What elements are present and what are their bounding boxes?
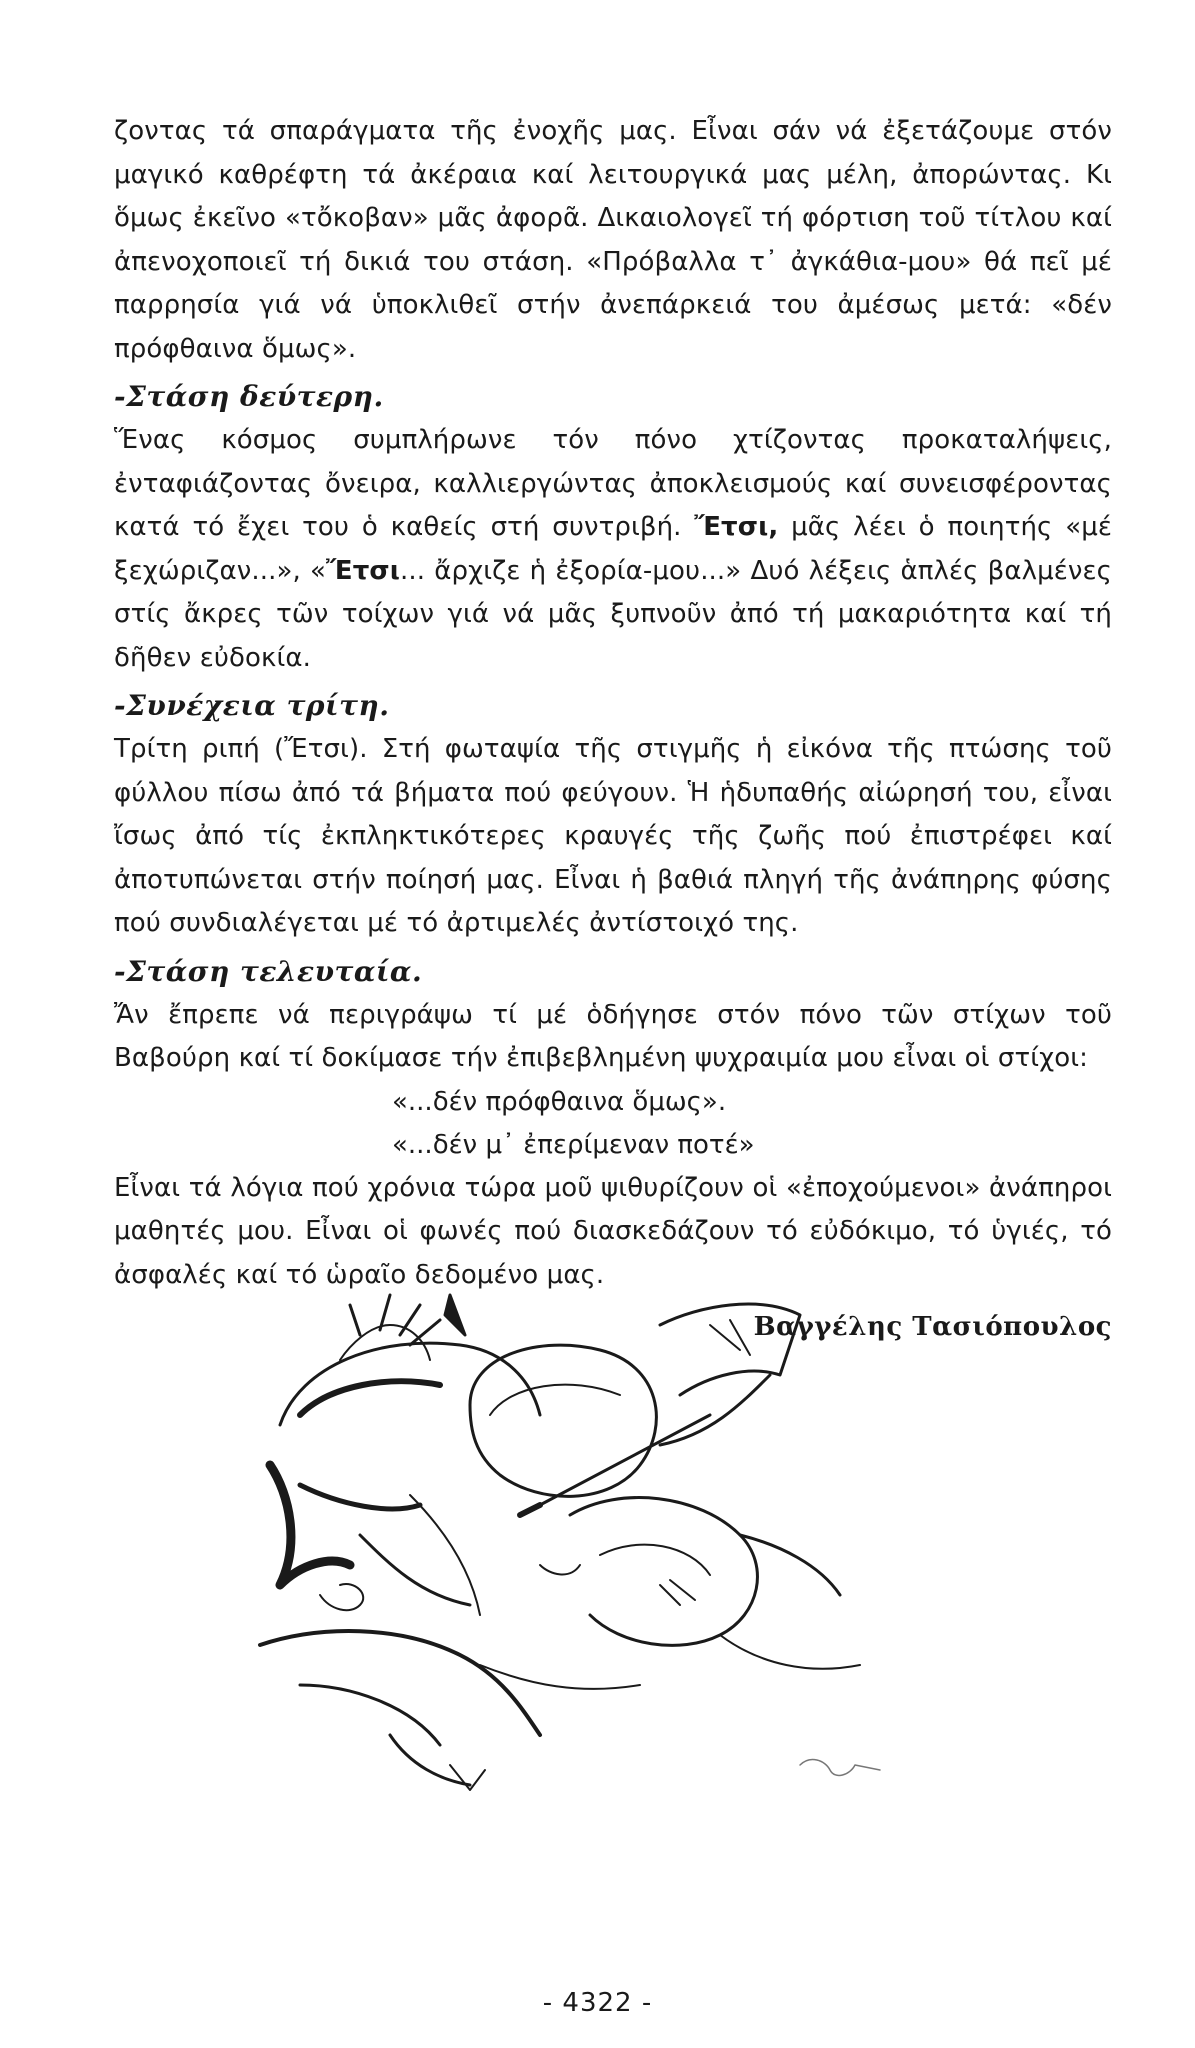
paragraph-1: ζοντας τά σπαράγματα τῆς ἐνοχῆς μας. Εἶναι σάν νά ἐξετάζουμε στόν μαγικό καθρέφτη τά ἀκέραια καί λειτουργικά μας μέλη, ἀπορώντας. Κι ὅμως ἐκεῖνο «τὄκοβαν» μᾶς ἀφορᾶ. Δικαιολογεῖ τή φόρτιση τοῦ τίτλου καί ἀπενοχοποιεῖ τή δικιά του στάση. «Πρόβαλλα τ᾽ ἀγκάθια-μου» θά πεῖ μέ παρρησία γιά νά ὑποκλιθεῖ στήν ἀνεπάρκειά του ἀμέσως μετά: «δέν πρόφθαινα ὅμως». (114, 116, 1112, 364)
paragraph-2-bold-a: Ἔτσι, (694, 512, 779, 542)
paragraph-2-text-a: Ἕνας κόσμος συμπλήρωνε τόν πόνο χτίζοντας προκαταλήψεις, ἐνταφιάζοντας ὄνειρα, καλλιεργώντας ἀποκλεισμούς καί συνεισφέροντας κατά τό ἔχει του ὁ καθείς στή συντριβή. (114, 425, 1112, 542)
section-heading-4: -Στάση τελευταία. (114, 954, 423, 988)
paragraph-2-text-b: μᾶς λέει ὁ ποιητής «μέ ξεχώριζαν...», « (114, 512, 1113, 586)
quote-line-1: «...δέν πρόφθαινα ὅμως». (392, 1086, 727, 1117)
paragraph-2-bold-b: Ἔτσι (326, 555, 400, 586)
section-heading-2: -Στάση δεύτερη. (114, 380, 384, 413)
article-body (114, 110, 1112, 1349)
section-heading-3: -Συνέχεια τρίτη. (114, 689, 390, 722)
author-signature: Βαγγέλης Τασιόπουλος (753, 1312, 1112, 1342)
paragraph-4: Ἄν ἔπρεπε νά περιγράψω τί μέ ὁδήγησε στόν πόνο τῶν στίχων τοῦ Βαβούρη καί τί δοκίμασε τήν ἐπιβεβλημένη ψυχραιμία μου εἶναι οἱ στίχοι: (114, 999, 1112, 1073)
page-number: - 4322 - (542, 1988, 653, 2018)
paragraph-2 (114, 419, 1112, 680)
ink-sketch-drawing-icon (240, 1265, 940, 1825)
paragraph-2-text-c: ... ἄρχιζε ἡ ἐξορία-μου...» Δυό λέξεις ἁπλές βαλμένες στίς ἄκρες τῶν τοίχων γιά νά μᾶς ξυπνοῦν ἀπό τή μακαριότητα καί τή δῆθεν εὐδοκία. (114, 555, 1113, 673)
quote-line-2: «...δέν μ᾽ ἐπερίμεναν ποτέ» (392, 1129, 755, 1160)
paragraph-3: Τρίτη ριπή (Ἔτσι). Στή φωταψία τῆς στιγμῆς ἡ εἰκόνα τῆς πτώσης τοῦ φύλλου πίσω ἀπό τά βήματα πού φεύγουν. Ἡ ἡδυπαθής αἰώρησή του, εἶναι ἴσως ἀπό τίς ἐκπληκτικότερες κραυγές τῆς ζωῆς πού ἐπιστρέφει καί ἀποτυπώνεται στήν ποίησή μας. Εἶναι ἡ βαθιά πληγή τῆς ἀνάπηρης φύσης πού συνδιαλέγεται μέ τό ἀρτιμελές ἀντίστοιχό της. (114, 734, 1112, 938)
paragraph-5: Εἶναι τά λόγια πού χρόνια τώρα μοῦ ψιθυρίζουν οἱ «ἐποχούμενοι» ἀνάπηροι μαθητές μου. Εἶναι οἱ φωνές πού διασκεδάζουν τό εὐδόκιμο, τό ὑγιές, τό ἀσφαλές καί τό ὡραῖο δεδομένο μας. (114, 1172, 1112, 1290)
